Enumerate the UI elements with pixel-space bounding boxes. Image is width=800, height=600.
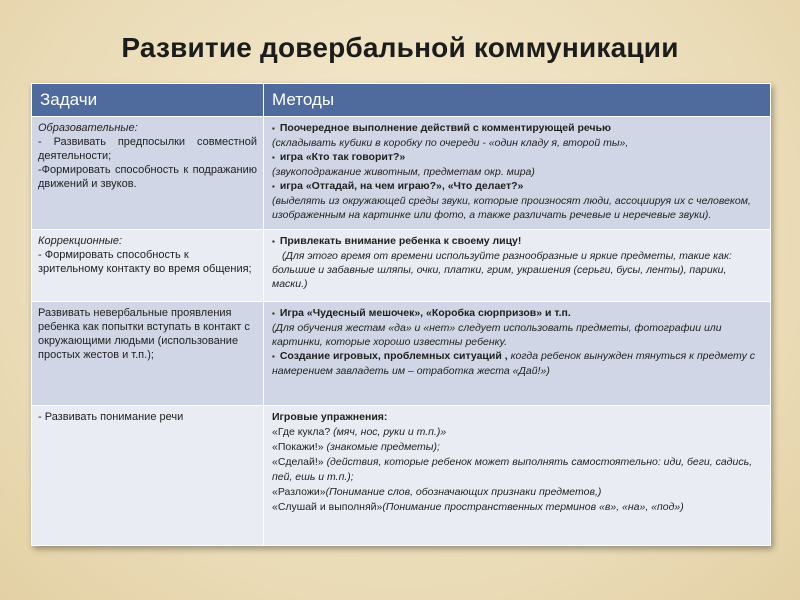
method-title: ▪ Игра «Чудесный мешочек», «Коробка сюрпризов» и т.п.	[272, 306, 764, 321]
table-row	[32, 230, 771, 302]
task-cell	[32, 302, 264, 406]
method-desc: (Для обучения жестам «да» и «нет» следует использовать предметы, фотографии или картинки, которые хорошо известны ребенку.	[272, 322, 722, 348]
exercise-quote: «Слушай и выполняй»	[272, 501, 383, 513]
method-cell	[264, 117, 771, 230]
exercise-desc: (Понимание слов, обозначающих признаки предметов,)	[325, 486, 602, 498]
method-desc: (звукоподражание животным, предметам окр. мира)	[272, 166, 535, 178]
header-tasks: Задачи	[32, 84, 264, 117]
exercise-desc: (мяч, нос, руки и т.п.)»	[333, 426, 447, 438]
task-cell	[32, 406, 264, 546]
exercise-desc: (Понимание пространственных терминов «в», «на», «под»)	[382, 501, 684, 513]
exercise-quote: «Разложи»	[272, 486, 326, 498]
method-desc: (складывать кубики в коробку по очереди - «один кладу я, второй ты»,	[272, 137, 629, 149]
exercise-quote: «Где кукла?	[272, 426, 331, 438]
task-line: - Развивать предпосылки совместной деятельности;	[38, 136, 257, 162]
task-heading: Образовательные:	[38, 122, 138, 134]
method-title: ▪ игра «Кто так говорит?»	[272, 150, 764, 165]
task-cell	[32, 117, 264, 230]
task-line: - Развивать понимание речи	[38, 411, 184, 423]
task-line: - Формировать способность к зрительному контакту во время общения;	[38, 249, 252, 275]
method-title: ▪ Создание игровых, проблемных ситуаций ,	[272, 350, 508, 362]
method-desc: когда ребенок вынужден тянуться к предмету с намерением завладеть им – отработка жеста «Дай!»)	[272, 350, 755, 377]
table-row	[32, 302, 771, 406]
exercise-desc: (действия, которые ребенок может выполнять самостоятельно: иди, беги, садись, пей, ешь и т.п.);	[272, 456, 753, 483]
task-heading: Коррекционные:	[38, 235, 123, 247]
method-heading: Игровые упражнения:	[272, 411, 388, 423]
method-cell	[264, 302, 771, 406]
exercise-quote: «Покажи!»	[272, 441, 324, 453]
method-title: ▪ Привлекать внимание ребенка к своему лицу!	[272, 234, 764, 249]
task-line: -Формировать способность к подражанию движений и звуков.	[38, 164, 257, 190]
method-desc: (Для этого время от времени используйте разнообразные и яркие предметы, такие как: большие и забавные шляпы, очки, платки, грим, украшения (серьги, бусы, ленты), парики, маски.)	[272, 250, 732, 290]
task-cell	[32, 230, 264, 302]
method-title: ▪ игра «Отгадай, на чем играю?», «Что делает?»	[272, 179, 764, 194]
method-title: ▪ Поочередное выполнение действий с комментирующей речью	[272, 121, 764, 136]
method-cell	[264, 406, 771, 546]
header-methods: Методы	[264, 84, 771, 117]
table-row	[32, 406, 771, 546]
exercise-quote: «Сделай!»	[272, 456, 324, 468]
method-cell	[264, 230, 771, 302]
tasks-methods-table	[31, 83, 771, 546]
table-header-row	[32, 84, 771, 117]
table-row	[32, 117, 771, 230]
exercise-desc: (знакомые предметы);	[326, 441, 440, 453]
slide-title: Развитие довербальной коммуникации	[121, 32, 679, 63]
task-line: Развивать невербальные проявления ребенка как попытки вступать в контакт с окружающими людьми (использование простых жестов и т.п.);	[38, 307, 250, 361]
method-desc: (выделять из окружающей среды звуки, которые произносят люди, ассоциируя их с человеком, изображенным на картинке или фото, а также различать речевые и неречевые звуки).	[272, 195, 751, 221]
